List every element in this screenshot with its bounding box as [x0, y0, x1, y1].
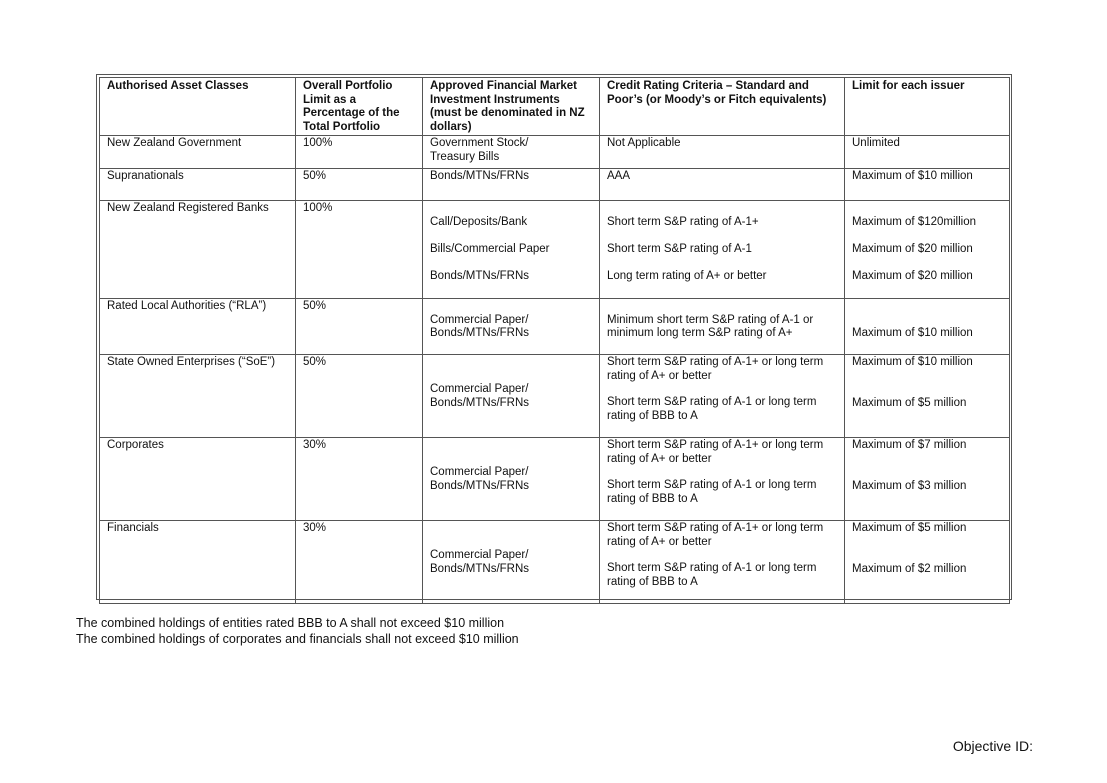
asset-class-cell: State Owned Enterprises (“SoE”) — [100, 355, 296, 438]
portfolio-limit-cell: 50% — [296, 355, 423, 438]
asset-class-cell: Supranationals — [100, 169, 296, 201]
criteria-cell: Short term S&P rating of A-1+ or long term rating of A+ or better Short term S&P rating of A-1 or long term rating of BBB to A — [600, 438, 845, 521]
asset-class-cell: New Zealand Government — [100, 136, 296, 169]
header-credit-rating: Credit Rating Criteria – Standard and Poor’s (or Moody’s or Fitch equivalents) — [600, 78, 845, 136]
instruments-cell: Commercial Paper/ Bonds/MTNs/FRNs — [423, 355, 600, 438]
issuer-limit-cell: Unlimited — [845, 136, 1010, 169]
criteria-cell: Short term S&P rating of A-1+ or long term rating of A+ or better Short term S&P rating of A-1 or long term rating of BBB to A — [600, 521, 845, 604]
portfolio-limit-cell: 30% — [296, 521, 423, 604]
portfolio-limit-cell: 50% — [296, 299, 423, 355]
asset-class-cell: Rated Local Authorities (“RLA”) — [100, 299, 296, 355]
table-row — [100, 438, 1010, 521]
header-portfolio-limit: Overall Portfolio Limit as a Percentage of the Total Portfolio — [296, 78, 423, 136]
portfolio-limit-cell: 30% — [296, 438, 423, 521]
criteria-cell: Short term S&P rating of A-1+ Short term S&P rating of A-1 Long term rating of A+ or better — [600, 201, 845, 299]
note-corporates-financials-limit: The combined holdings of corporates and financials shall not exceed $10 million — [76, 632, 519, 646]
issuer-limit-cell: Maximum of $5 million Maximum of $2 million — [845, 521, 1010, 604]
table-row — [100, 355, 1010, 438]
portfolio-limit-cell: 50% — [296, 169, 423, 201]
asset-class-cell: Financials — [100, 521, 296, 604]
table-row — [100, 201, 1010, 299]
instruments-cell: Bonds/MTNs/FRNs — [423, 169, 600, 201]
asset-class-cell: New Zealand Registered Banks — [100, 201, 296, 299]
issuer-limit-cell: Maximum of $7 million Maximum of $3 million — [845, 438, 1010, 521]
note-bbb-to-a-limit: The combined holdings of entities rated BBB to A shall not exceed $10 million — [76, 616, 505, 630]
criteria-cell: Short term S&P rating of A-1+ or long term rating of A+ or better Short term S&P rating of A-1 or long term rating of BBB to A — [600, 355, 845, 438]
instruments-cell: Commercial Paper/ Bonds/MTNs/FRNs — [423, 438, 600, 521]
issuer-limit-cell: Maximum of $10 million — [845, 299, 1010, 355]
portfolio-limit-cell: 100% — [296, 136, 423, 169]
table-row — [100, 169, 1010, 201]
asset-class-cell: Corporates — [100, 438, 296, 521]
instruments-cell: Call/Deposits/Bank Bills/Commercial Paper Bonds/MTNs/FRNs — [423, 201, 600, 299]
objective-id-label: Objective ID: — [952, 738, 1033, 754]
instruments-cell: Commercial Paper/ Bonds/MTNs/FRNs — [423, 299, 600, 355]
table-row — [100, 136, 1010, 169]
header-asset-classes: Authorised Asset Classes — [100, 78, 296, 136]
issuer-limit-cell: Maximum of $120million Maximum of $20 million Maximum of $20 million — [845, 201, 1010, 299]
criteria-cell: AAA — [600, 169, 845, 201]
investment-limits-table — [99, 77, 1010, 604]
issuer-limit-cell: Maximum of $10 million Maximum of $5 million — [845, 355, 1010, 438]
criteria-cell: Not Applicable — [600, 136, 845, 169]
header-instruments: Approved Financial Market Investment Instruments (must be denominated in NZ dollars) — [423, 78, 600, 136]
criteria-cell: Minimum short term S&P rating of A-1 or minimum long term S&P rating of A+ — [600, 299, 845, 355]
issuer-limit-cell: Maximum of $10 million — [845, 169, 1010, 201]
portfolio-limit-cell: 100% — [296, 201, 423, 299]
instruments-cell: Commercial Paper/ Bonds/MTNs/FRNs — [423, 521, 600, 604]
table-row — [100, 299, 1010, 355]
table-header-row — [100, 78, 1010, 136]
instruments-cell: Government Stock/ Treasury Bills — [423, 136, 600, 169]
table-row — [100, 521, 1010, 604]
header-issuer-limit: Limit for each issuer — [845, 78, 1010, 136]
investment-limits-table-frame — [96, 74, 1012, 600]
